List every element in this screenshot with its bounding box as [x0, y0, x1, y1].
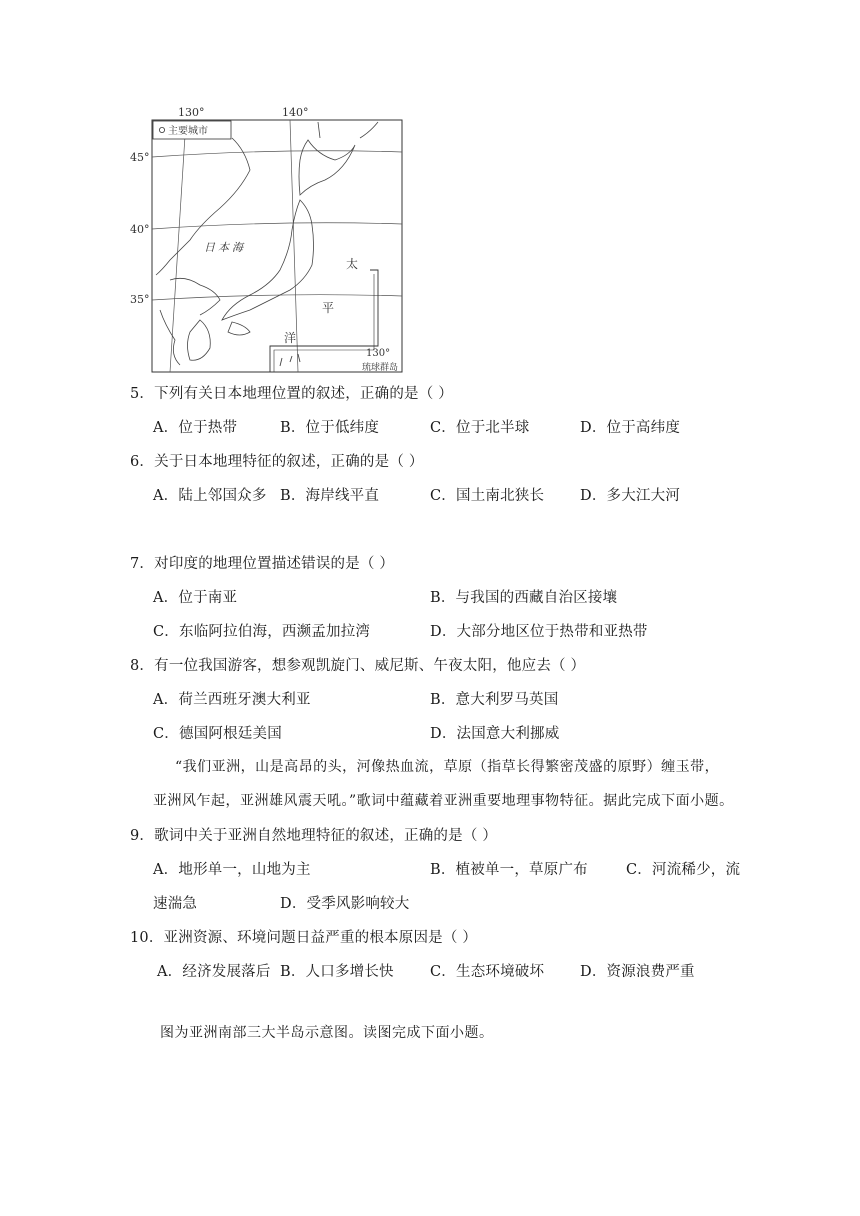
q8-option-d: D．法国意大利挪威 [430, 726, 560, 742]
lat-label-35: 35° [130, 293, 150, 306]
passage-line-1: “我们亚洲，山是高昂的头，河像热血流，草原（指草长得繁密茂盛的原野）缠玉带， [175, 759, 720, 775]
q5-option-b: B．位于低纬度 [280, 420, 380, 436]
inset-border [270, 270, 378, 372]
q9-option-c: C．河流稀少，流 [626, 862, 741, 878]
q10-option-a: A．经济发展落后 [157, 964, 271, 980]
passage-line-2: 亚洲风乍起，亚洲雄风震天吼。”歌词中蕴藏着亚洲重要地理事物特征。据此完成下面小题。 [153, 793, 734, 809]
inset-border-inner [274, 274, 374, 372]
q8-option-a: A．荷兰西班牙澳大利亚 [153, 692, 311, 708]
figure-intro-note: 图为亚洲南部三大半岛示意图。读图完成下面小题。 [160, 1025, 494, 1041]
q9-option-a: A．地形单一，山地为主 [153, 862, 311, 878]
q7-option-c: C．东临阿拉伯海，西濒孟加拉湾 [153, 624, 371, 640]
q7-option-b: B．与我国的西藏自治区接壤 [430, 590, 618, 606]
lat-label-40: 40° [130, 223, 150, 236]
question-8-stem: 8．有一位我国游客，想参观凯旋门、威尼斯、午夜太阳，他应去（ ） [130, 658, 586, 674]
q8-option-b: B．意大利罗马英国 [430, 692, 559, 708]
inset-title: 琉球群岛 [362, 363, 399, 373]
q10-option-d: D．资源浪费严重 [580, 964, 695, 980]
q6-option-b: B．海岸线平直 [280, 488, 380, 504]
q5-option-d: D．位于高纬度 [580, 420, 681, 436]
japan-map [130, 100, 420, 380]
q6-option-a: A．陆上邻国众多 [153, 488, 267, 504]
q7-option-a: A．位于南亚 [153, 590, 238, 606]
sea-of-japan-label: 日本海 [204, 241, 246, 254]
question-7-stem: 7．对印度的地理位置描述错误的是（ ） [130, 556, 395, 572]
q9-option-d: D．受季风影响较大 [280, 896, 410, 912]
q7-option-d: D．大部分地区位于热带和亚热带 [430, 624, 648, 640]
q8-option-c: C．德国阿根廷美国 [153, 726, 282, 742]
lon-label-130: 130° [178, 106, 205, 119]
question-9-stem: 9．歌词中关于亚洲自然地理特征的叙述，正确的是（ ） [130, 828, 498, 844]
q6-option-c: C．国土南北狭长 [430, 488, 545, 504]
q6-option-d: D．多大江大河 [580, 488, 681, 504]
inset-lon-label: 130° [366, 348, 391, 359]
ocean-char-2: 平 [322, 301, 335, 315]
q5-option-a: A．位于热带 [153, 420, 238, 436]
legend-label: 主要城市 [168, 126, 208, 137]
inset-island-chain [280, 354, 300, 366]
lon-label-140: 140° [282, 106, 309, 119]
q9-option-c-continued: 速湍急 [153, 896, 198, 912]
ocean-char-3: 洋 [284, 331, 297, 345]
coastline [156, 122, 378, 365]
question-6-stem: 6．关于日本地理特征的叙述，正确的是（ ） [130, 454, 424, 470]
q10-option-b: B．人口多增长快 [280, 964, 394, 980]
lat-label-45: 45° [130, 151, 150, 164]
q10-option-c: C．生态环境破坏 [430, 964, 545, 980]
q9-option-b: B．植被单一，草原广布 [430, 862, 588, 878]
question-5-stem: 5．下列有关日本地理位置的叙述，正确的是（ ） [130, 386, 453, 402]
question-10-stem: 10．亚洲资源、环境问题日益严重的根本原因是（ ） [130, 930, 478, 946]
ocean-char-1: 太 [346, 257, 359, 271]
q5-option-c: C．位于北半球 [430, 420, 530, 436]
